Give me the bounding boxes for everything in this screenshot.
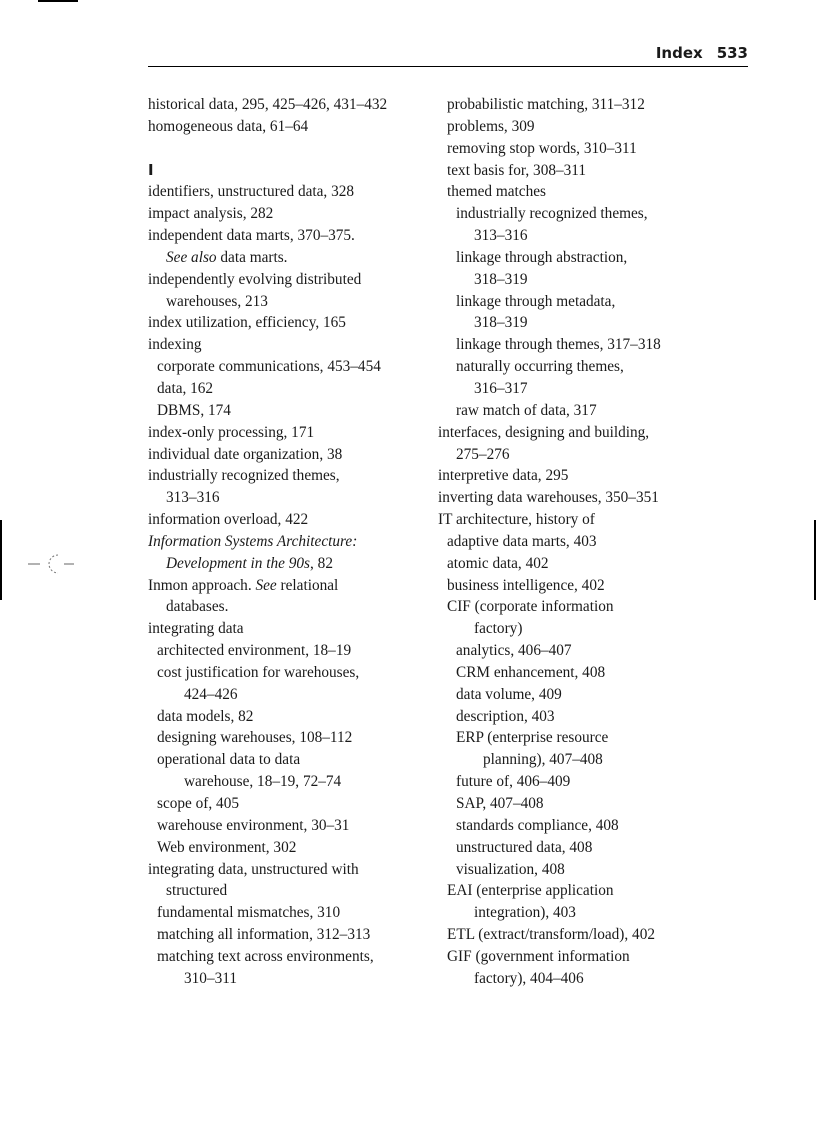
entry-text: , 82 bbox=[310, 554, 333, 572]
index-entry bbox=[148, 575, 438, 597]
index-entry: 313–316 bbox=[166, 489, 220, 507]
index-entry: visualization, 408 bbox=[456, 860, 565, 878]
index-entry: homogeneous data, 61–64 bbox=[148, 117, 309, 135]
index-entry: probabilistic matching, 311–312 bbox=[447, 96, 645, 113]
index-entry: matching text across environments, bbox=[157, 947, 374, 965]
index-entry: SAP, 407–408 bbox=[456, 795, 544, 812]
index-entry: individual date organization, 38 bbox=[148, 445, 343, 463]
index-entry: future of, 406–409 bbox=[456, 773, 571, 791]
index-entry: integrating data bbox=[148, 620, 244, 638]
index-entry: raw match of data, 317 bbox=[456, 401, 597, 419]
index-entry: problems, 309 bbox=[447, 117, 535, 135]
italic-text: See also bbox=[166, 248, 217, 266]
index-entry: data models, 82 bbox=[157, 707, 254, 725]
index-entry: information overload, 422 bbox=[148, 511, 309, 529]
index-entry: industrially recognized themes, bbox=[148, 467, 340, 485]
index-entry: 310–311 bbox=[184, 969, 237, 987]
index-entry: description, 403 bbox=[456, 707, 555, 725]
crop-mark-top bbox=[38, 0, 78, 2]
index-entry: inverting data warehouses, 350–351 bbox=[438, 489, 659, 507]
index-entry: index utilization, efficiency, 165 bbox=[148, 314, 346, 332]
index-entry: historical data, 295, 425–426, 431–432 bbox=[148, 96, 388, 113]
index-entry: factory) bbox=[474, 620, 523, 638]
page-number: 533 bbox=[716, 44, 748, 62]
index-entry: GIF (government information bbox=[447, 947, 630, 965]
index-entry: fundamental mismatches, 310 bbox=[157, 904, 341, 922]
index-entry: linkage through themes, 317–318 bbox=[456, 336, 661, 354]
header-section-title: Index bbox=[655, 44, 703, 62]
index-entry: operational data to data bbox=[157, 751, 301, 769]
index-entry: naturally occurring themes, bbox=[456, 358, 624, 376]
index-entry: independently evolving distributed bbox=[148, 270, 362, 288]
index-entry: themed matches bbox=[447, 183, 546, 201]
index-entry: linkage through metadata, bbox=[456, 292, 616, 310]
index-entry: databases. bbox=[166, 598, 229, 616]
index-entry: data, 162 bbox=[157, 379, 214, 397]
index-entry: interpretive data, 295 bbox=[438, 467, 569, 485]
index-entry: 318–319 bbox=[474, 314, 528, 332]
index-column-left bbox=[148, 94, 438, 990]
index-entry: removing stop words, 310–311 bbox=[447, 139, 637, 157]
index-entry: warehouse, 18–19, 72–74 bbox=[184, 773, 342, 791]
index-entry: industrially recognized themes, bbox=[456, 205, 648, 223]
index-entry: factory), 404–406 bbox=[474, 969, 584, 987]
index-entry: unstructured data, 408 bbox=[456, 838, 593, 856]
index-entry: impact analysis, 282 bbox=[148, 205, 274, 223]
index-entry: 424–426 bbox=[184, 685, 238, 703]
index-entry: 275–276 bbox=[456, 445, 510, 463]
index-entry: data volume, 409 bbox=[456, 685, 562, 703]
index-column-right bbox=[438, 94, 728, 990]
index-entry: interfaces, designing and building, bbox=[438, 423, 650, 441]
index-entry: Web environment, 302 bbox=[157, 838, 297, 856]
index-entry: 316–317 bbox=[474, 379, 528, 397]
index-entry: indexing bbox=[148, 336, 202, 354]
index-entry: designing warehouses, 108–112 bbox=[157, 729, 353, 747]
section-letter: I bbox=[148, 160, 154, 179]
entry-text: relational bbox=[276, 576, 339, 594]
index-entry: analytics, 406–407 bbox=[456, 642, 572, 660]
index-entry: warehouse environment, 30–31 bbox=[157, 816, 350, 834]
index-entry: CRM enhancement, 408 bbox=[456, 663, 606, 681]
index-entry: text basis for, 308–311 bbox=[447, 161, 587, 179]
index-entry: structured bbox=[166, 882, 228, 900]
index-entry: architected environment, 18–19 bbox=[157, 642, 352, 660]
index-entry: EAI (enterprise application bbox=[447, 882, 614, 900]
italic-text: Development in the 90s bbox=[166, 554, 311, 572]
index-entry: 318–319 bbox=[474, 270, 528, 288]
index-entry: business intelligence, 402 bbox=[447, 576, 605, 594]
index-entry: standards compliance, 408 bbox=[456, 816, 619, 834]
crop-mark-left bbox=[0, 520, 2, 600]
entry-text: Inmon approach. bbox=[148, 576, 256, 594]
crop-mark-right bbox=[814, 520, 816, 600]
index-entry: atomic data, 402 bbox=[447, 554, 549, 572]
index-entry: matching all information, 312–313 bbox=[157, 926, 371, 944]
index-entry: planning), 407–408 bbox=[483, 751, 603, 769]
index-entry: 313–316 bbox=[474, 227, 528, 245]
index-entry: Information Systems Architecture: bbox=[148, 532, 358, 550]
registration-mark-icon bbox=[28, 552, 78, 576]
index-entry: linkage through abstraction, bbox=[456, 248, 628, 266]
entry-text: data marts. bbox=[216, 248, 288, 266]
index-entry bbox=[148, 553, 438, 575]
index-entry: cost justification for warehouses, bbox=[157, 663, 360, 681]
index-entry: ERP (enterprise resource bbox=[456, 729, 609, 747]
index-entry: warehouses, 213 bbox=[166, 292, 268, 310]
section-gap bbox=[148, 138, 438, 160]
index-entry bbox=[148, 247, 438, 269]
running-header bbox=[148, 44, 748, 67]
index-entry: integrating data, unstructured with bbox=[148, 860, 359, 878]
index-entry: scope of, 405 bbox=[157, 795, 239, 812]
index-entry: integration), 403 bbox=[474, 904, 576, 922]
index-entry: IT architecture, history of bbox=[438, 511, 595, 529]
index-entry: DBMS, 174 bbox=[157, 401, 231, 419]
index-entry: identifiers, unstructured data, 328 bbox=[148, 183, 355, 201]
italic-text: See bbox=[255, 576, 277, 594]
index-entry: adaptive data marts, 403 bbox=[447, 532, 597, 550]
index-entry: ETL (extract/transform/load), 402 bbox=[447, 926, 655, 944]
index-entry: index-only processing, 171 bbox=[148, 423, 315, 441]
index-entry: independent data marts, 370–375. bbox=[148, 227, 355, 245]
index-entry: corporate communications, 453–454 bbox=[157, 358, 381, 376]
index-entry: CIF (corporate information bbox=[447, 598, 614, 616]
